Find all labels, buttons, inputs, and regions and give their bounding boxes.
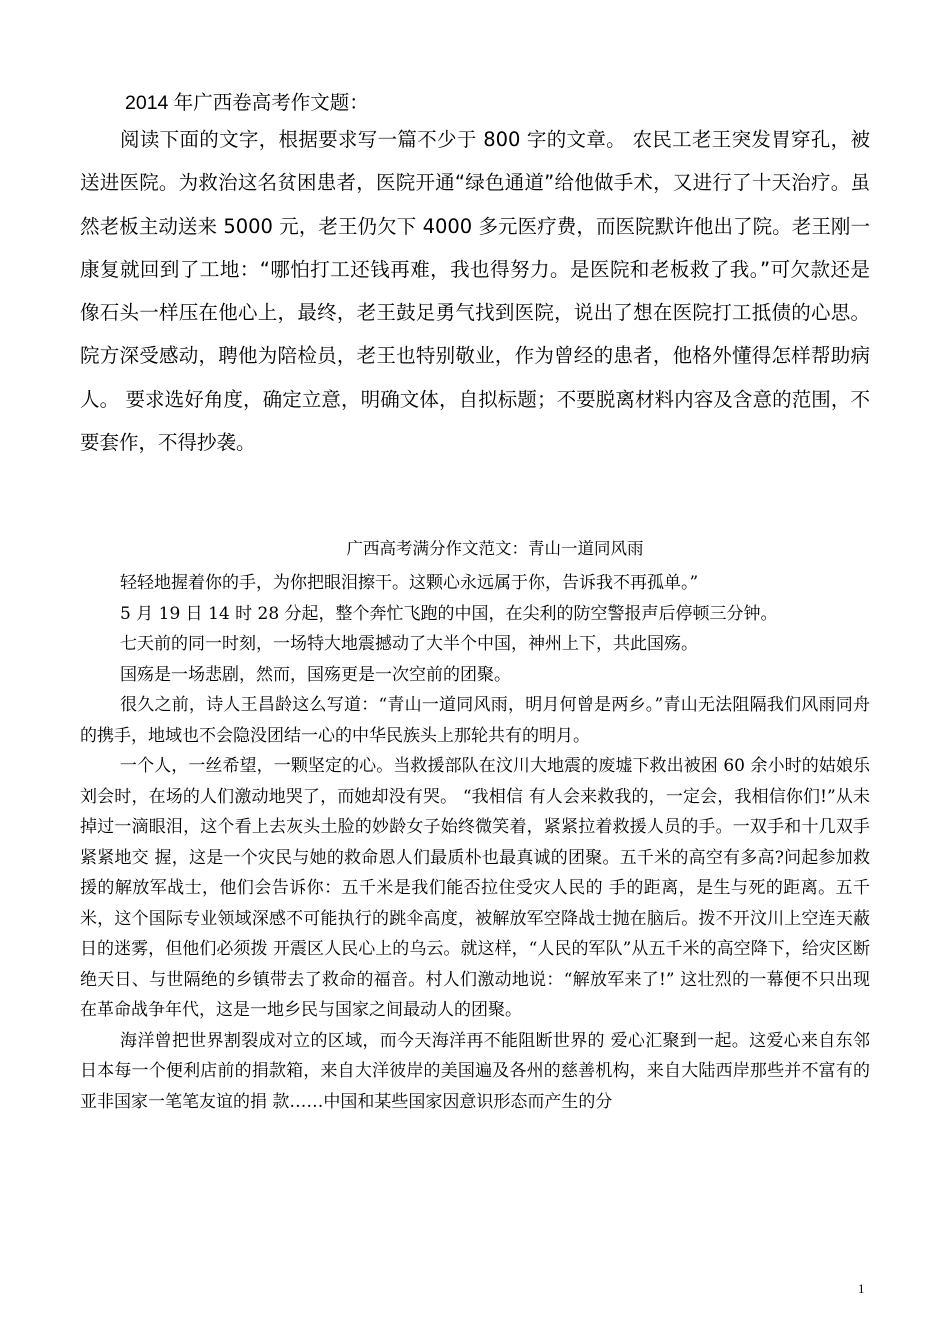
exam-heading: 2014 年广西卷高考作文题：: [125, 92, 369, 114]
essay-paragraph: 5 月 19 日 14 时 28 分起，整个奔忙飞跑的中国，在尖利的防空警报声后停顿三分钟。: [120, 603, 778, 624]
essay-paragraph: 轻轻地握着你的手，为你把眼泪擦干。这颗心永远属于你，告诉我不再孤单。”: [120, 573, 699, 593]
essay-paragraph: 七天前的同一时刻，一场特大地震撼动了大半个中国，神州上下，共此国殇。: [120, 634, 698, 654]
essay-body: [80, 568, 870, 1117]
essay-paragraph: 一个人，一丝希望，一颗坚定的心。当救援部队在汶川大地震的废墟下救出被困 60 余小时的姑娘乐刘会时，在场的人们激动地哭了，而她却没有哭。 “我相信 有人会来救我的，一定会，我相信你们!”从未掉过一滴眼泪，这个看上去灰头土脸的妙龄女子始终微笑着，紧紧拉着救援人员的手。一双手和十几双手紧紧地交 握，这是一个灾民与她的救命恩人们最质朴也最真诚的团聚。五千米的高空有多高?问起参加救援的解放军战士，他们会告诉你：五千米是我们能否拉住受灾人民的 手的距离，是生与死的距离。五千米，这个国际专业领域深感不可能执行的跳伞高度，被解放军空降战士抛在脑后。拨不开汶川上空连天蔽日的迷雾，但他们必须拨 开震区人民心上的乌云。就这样，“人民的军队”从五千米的高空降下，给灾区断绝天日、与世隔绝的乡镇带去了救命的福音。村人们激动地说：“解放军来了!” 这壮烈的一幕便不只出现在革命战争年代，这是一地乡民与国家之间最动人的团聚。: [80, 756, 870, 1020]
essay-paragraph: 国殇是一场悲剧，然而，国殇更是一次空前的团聚。: [120, 664, 511, 685]
essay-paragraph: 很久之前，诗人王昌龄这么写道：“青山一道同风雨，明月何曾是两乡。”青山无法阻隔我们风雨同舟的携手，地域也不会隐没团结一心的中华民族头上那轮共有的明月。: [80, 695, 870, 746]
essay-title: 广西高考满分作文范文：青山一道同风雨: [346, 539, 644, 558]
essay-paragraph: 海洋曾把世界割裂成对立的区域，而今天海洋再不能阻断世界的 爱心汇聚到一起。这爱心来自东邻日本每一个便利店前的捐款箱，来自大洋彼岸的美国遍及各州的慈善机构，来自大陆西岸那些并不富有的亚非国家一笔笔友谊的捐 款……中国和某些国家因意识形态而产生的分: [80, 1030, 870, 1112]
exam-prompt: 阅读下面的文字，根据要求写一篇不少于 800 字的文章。 农民工老王突发胃穿孔，被送进医院。为救治这名贫困患者，医院开通“绿色通道”给他做手术，又进行了十天治疗。虽然老板主动送来 5000 元，老王仍欠下 4000 多元医疗费，而医院默许他出了院。老王刚一康复就回到了工地：“哪怕打工还钱再难，我也得努力。是医院和老板救了我。”可欠款还是像石头一样压在他心上，最终，老王鼓足勇气找到医院，说出了想在医院打工抵债的心思。院方深受感动，聘他为陪检员，老王也特别敬业，作为曾经的患者，他格外懂得怎样帮助病人。 要求选好角度，确定立意，明确文体，自拟标题；不要脱离材料内容及含意的范围，不要套作，不得抄袭。: [80, 128, 870, 455]
page-number: 1: [858, 1281, 865, 1296]
